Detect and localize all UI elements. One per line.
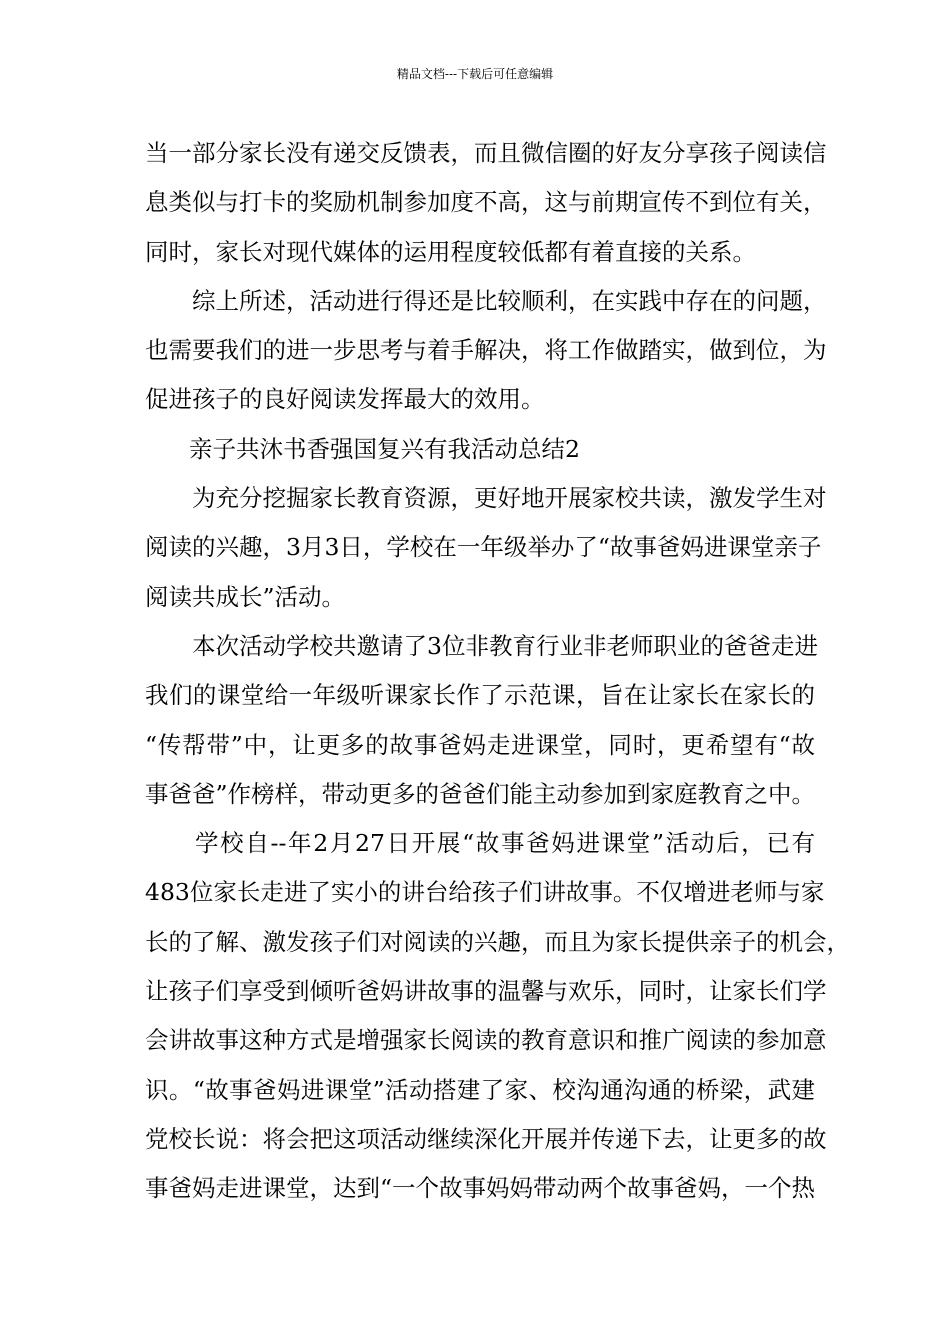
text-line: 同时，家长对现代媒体的运用程度较低都有着直接的关系。	[145, 237, 756, 266]
text-line: 识。“故事爸妈进课堂”活动搭建了家、校沟通沟通的桥梁，武建	[145, 1075, 815, 1104]
text-line: 党校长说：将会把这项活动继续深化开展并传递下去，让更多的故	[145, 1124, 827, 1153]
document-body	[145, 129, 850, 1214]
text-line: 事爸爸”作榜样，带动更多的爸爸们能主动参加到家庭教育之中。	[145, 779, 816, 808]
text-line: 也需要我们的进一步思考与着手解决，将工作做踏实，做到位，为	[145, 336, 827, 365]
text-line: 学校自--年2月27日开展“故事爸妈进课堂”活动后，已有	[195, 829, 815, 858]
text-line: “传帮带”中，让更多的故事爸妈走进课堂，同时，更希望有“故	[145, 730, 815, 759]
text-line: 促进孩子的良好阅读发挥最大的效用。	[145, 385, 545, 414]
text-line: 息类似与打卡的奖励机制参加度不高，这与前期宣传不到位有关，	[145, 188, 827, 217]
text-line: 阅读的兴趣，3月3日，学校在一年级举办了“故事爸妈进课堂亲子	[145, 533, 822, 562]
page-header: 精品文档---下载后可任意编辑	[396, 67, 554, 81]
text-line: 本次活动学校共邀请了3位非教育行业非老师职业的爸爸走进	[192, 631, 818, 660]
text-line: 阅读共成长”活动。	[145, 582, 346, 611]
text-line: 让孩子们享受到倾听爸妈讲故事的温馨与欢乐，同时，让家长们学	[145, 977, 827, 1006]
text-line: 483位家长走进了实小的讲台给孩子们讲故事。不仅增进老师与家	[145, 878, 825, 907]
text-line: 我们的课堂给一年级听课家长作了示范课，旨在让家长在家长的	[145, 681, 815, 710]
text-line: 综上所述，活动进行得还是比较顺利，在实践中存在的问题，	[192, 286, 827, 315]
text-line: 会讲故事这种方式是增强家长阅读的教育意识和推广阅读的参加意	[145, 1026, 827, 1055]
section-title: 亲子共沐书香强国复兴有我活动总结2	[189, 434, 580, 463]
text-line: 当一部分家长没有递交反馈表，而且微信圈的好友分享孩子阅读信	[145, 139, 827, 167]
text-line: 事爸妈走进课堂，达到“一个故事妈妈带动两个故事爸妈，一个热	[145, 1174, 816, 1203]
text-line: 长的了解、激发孩子们对阅读的兴趣，而且为家长提供亲子的机会，	[145, 927, 850, 956]
text-line: 为充分挖掘家长教育资源，更好地开展家校共读，激发学生对	[192, 484, 827, 513]
